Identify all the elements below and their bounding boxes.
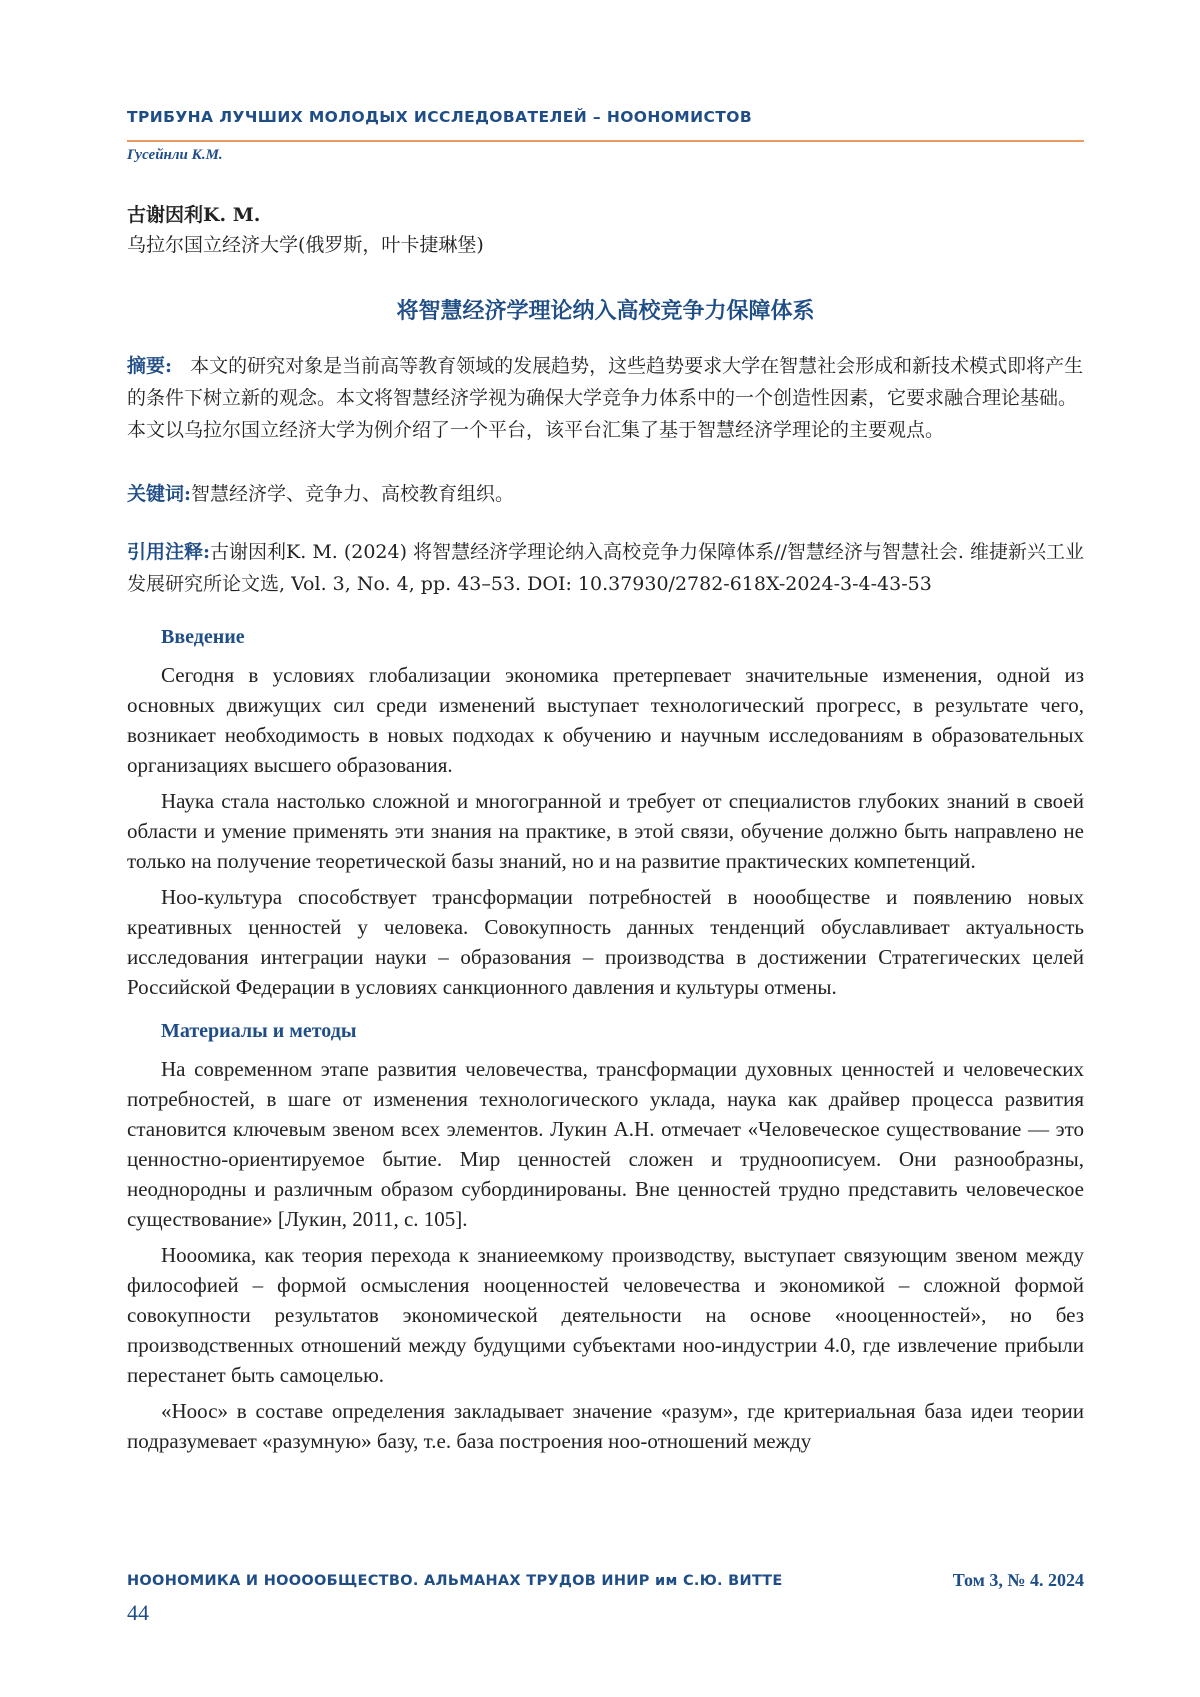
paragraph: Сегодня в условиях глобализации экономика претерпевает значительные изменения, одной из основных движущих сил среди изменений выступает технологический прогресс, в результате чего, возникает необходимость в новых подходах к обучению и научным исследованиям в образовательных организациях высшего образования. xyxy=(127,663,1084,777)
keywords-text: 智慧经济学、竞争力、高校教育组织。 xyxy=(191,483,515,505)
author-affiliation: 乌拉尔国立经济大学(俄罗斯，叶卡捷琳堡) xyxy=(127,234,484,256)
abstract-text: 本文的研究对象是当前高等教育领域的发展趋势，这些趋势要求大学在智慧社会形成和新技术模式即将产生的条件下树立新的观念。本文将智慧经济学视为确保大学竞争力体系中的一个创造性因素，它要求融合理论基础。本文以乌拉尔国立经济大学为例介绍了一个平台，该平台汇集了基于智慧经济学理论的主要观点。 xyxy=(127,355,1084,441)
abstract-label: 摘要: xyxy=(127,355,173,377)
running-author: Гусейнли К.М. xyxy=(127,147,223,163)
section-materials-methods xyxy=(127,1016,1084,1462)
footer-volume: Том 3, № 4. 2024 xyxy=(952,1570,1084,1590)
section-introduction xyxy=(127,622,1084,1008)
article-title: 将智慧经济学理论纳入高校竞争力保障体系 xyxy=(396,299,815,324)
paragraph: Наука стала настолько сложной и многогранной и требует от специалистов глубоких знаний в своей области и умение применять эти знания на практике, в этой связи, обучение должно быть направлено не только на получение теоретической базы знаний, но и на развитие практических компетенций. xyxy=(127,789,1084,873)
footer-journal-title: НООНОМИКА И НООООБЩЕСТВО. АЛЬМАНАХ ТРУДОВ ИНИР им С.Ю. ВИТТЕ xyxy=(127,1573,783,1589)
citation-label: 引用注释: xyxy=(127,541,211,563)
citation xyxy=(127,536,1084,600)
paragraph: На современном этапе развития человечества, трансформации духовных ценностей и человеческих потребностей, в шаге от изменения технологического уклада, наука как драйвер процесса развития становится ключевым звеном всех элементов. Лукин А.Н. отмечает «Человеческое существование — это ценностно-ориентируемое бытие. Мир ценностей сложен и трудноописуем. Они разнообразны, неоднородны и различным образом субординированы. Вне ценностей трудно представить человеческое существование» [Лукин, 2011, с. 105]. xyxy=(127,1057,1084,1231)
paragraph: Нооомика, как теория перехода к знаниеемкому производству, выступает связующим звеном между философией – формой осмысления нооценностей человечества и экономикой – сложной формой совокупности результатов экономической деятельности на основе «нооценностей», но без производственных отношений между будущими субъектами ноо-индустрии 4.0, где извлечение прибыли перестанет быть самоцелью. xyxy=(127,1243,1084,1387)
keywords xyxy=(127,478,1084,510)
abstract xyxy=(127,350,1084,446)
paragraph: Ноо-культура способствует трансформации потребностей в ноообществе и появлению новых креативных ценностей у человека. Совокупность данных тенденций обуславливает актуальность исследования интеграции науки – образования – производства в достижении Стратегических целей Российской Федерации в условиях санкционного давления и культуры отмены. xyxy=(127,885,1084,999)
header-divider xyxy=(127,140,1084,142)
citation-text: 古谢因利K. M. (2024) 将智慧经济学理论纳入高校竞争力保障体系//智慧经济与智慧社会. 维捷新兴工业发展研究所论文选, Vol. 3, No. 4, pp. 43–53. DOI: 10.37930/2782-618X-2024-3-4-43-53 xyxy=(127,541,1084,595)
section-heading: Материалы и методы xyxy=(161,1020,357,1042)
keywords-label: 关键词: xyxy=(127,483,192,505)
running-head: ТРИБУНА ЛУЧШИХ МОЛОДЫХ ИССЛЕДОВАТЕЛЕЙ – НООНОМИСТОВ xyxy=(127,108,753,126)
section-heading: Введение xyxy=(161,626,245,648)
page-number: 44 xyxy=(127,1600,149,1625)
author-name: 古谢因利K. M. xyxy=(127,204,261,226)
paragraph: «Ноос» в составе определения закладывает значение «разум», где критериальная база идеи теории подразумевает «разумную» базу, т.е. база построения ноо-отношений между xyxy=(127,1399,1084,1453)
